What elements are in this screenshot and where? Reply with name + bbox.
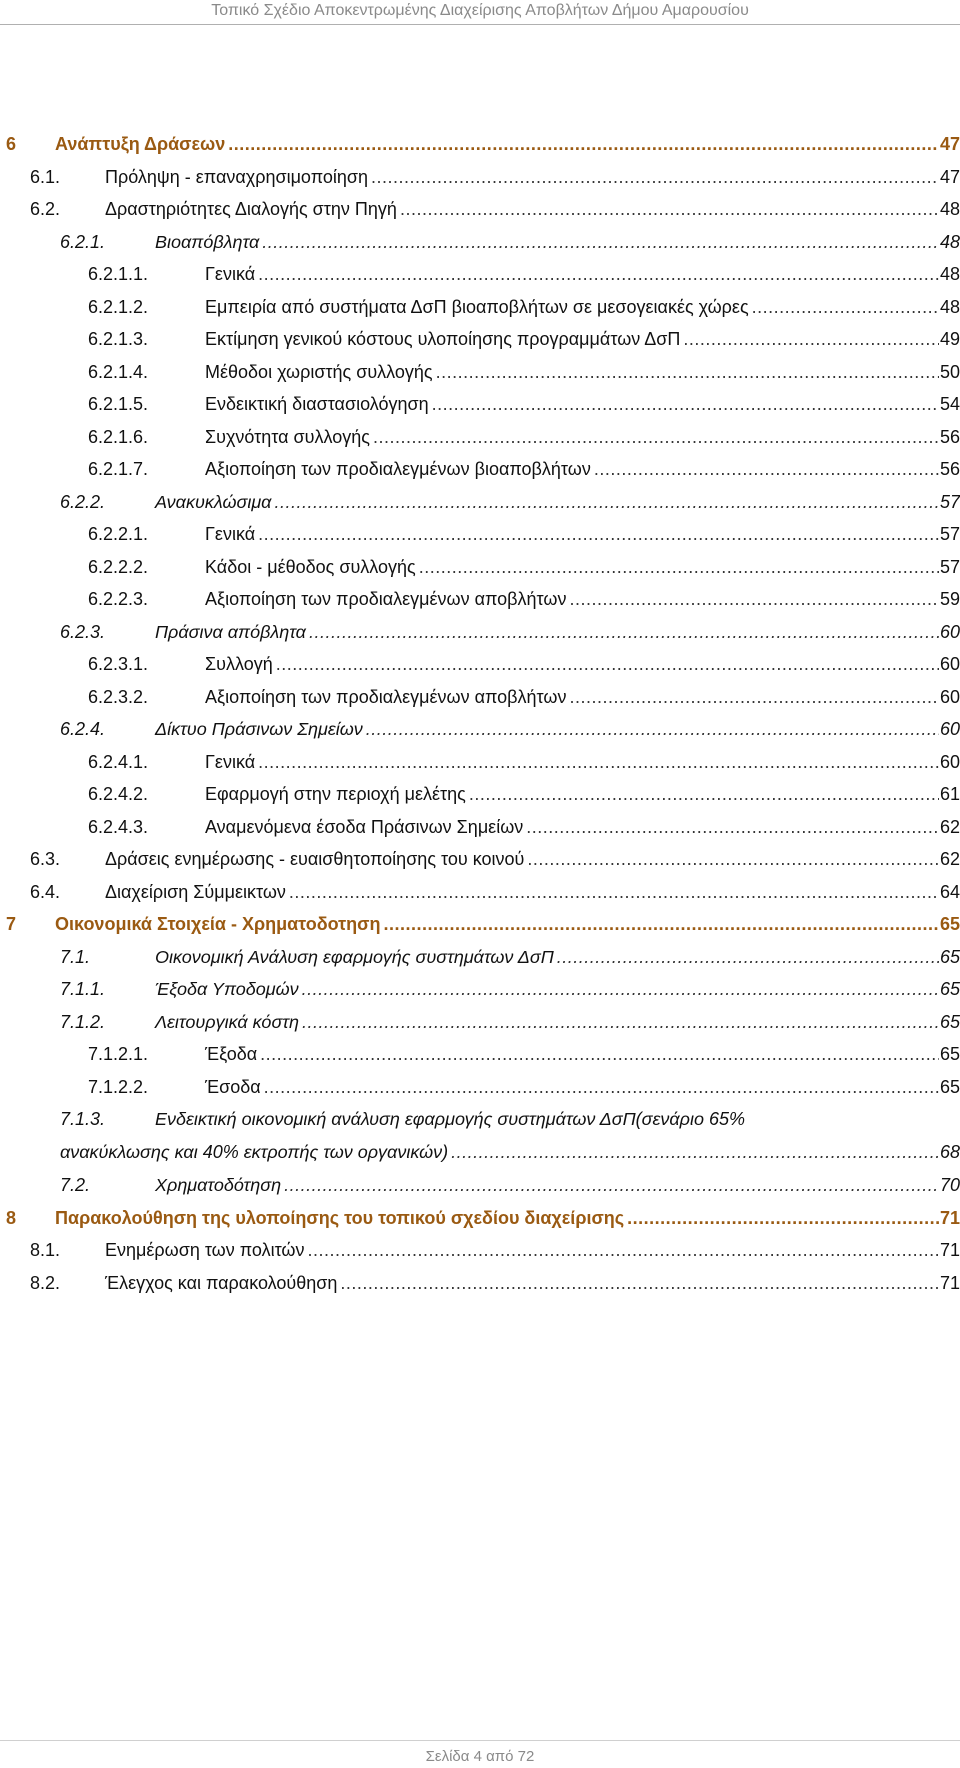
- toc-entry[interactable]: [0, 421, 960, 454]
- toc-entry[interactable]: [0, 583, 960, 616]
- toc-title: Ενημέρωση των πολιτών: [105, 1240, 305, 1260]
- toc-entry[interactable]: [0, 453, 960, 486]
- leader-dots: [337, 1267, 939, 1300]
- toc-title: Αξιοποίηση των προδιαλεγμένων αποβλήτων: [205, 686, 567, 707]
- toc-entry[interactable]: [0, 876, 960, 909]
- toc-number: 6.1.: [30, 166, 61, 187]
- toc-title: Έλεγχος και παρακολούθηση: [105, 1272, 338, 1293]
- toc-page: 65: [939, 914, 960, 934]
- toc-number: 8.1.: [30, 1240, 61, 1260]
- leader-dots: [466, 778, 939, 811]
- page-footer: Σελίδα 4 από 72: [425, 1748, 535, 1765]
- toc-entry[interactable]: [0, 226, 960, 259]
- toc-entry[interactable]: [0, 681, 960, 714]
- toc-number: 6.2.1.4.: [88, 361, 149, 382]
- table-of-contents: [0, 128, 960, 1299]
- toc-page: 60: [939, 621, 960, 642]
- leader-dots: [624, 1202, 939, 1235]
- toc-title: Βιοαπόβλητα: [155, 231, 260, 252]
- toc-page: 60: [939, 654, 960, 674]
- toc-title: Ανακυκλώσιμα: [155, 491, 272, 512]
- toc-page: 60: [939, 751, 960, 772]
- toc-number: 6.2.3.2.: [88, 686, 149, 707]
- toc-number: 6.2.1.3.: [88, 329, 149, 349]
- leader-dots: [380, 908, 939, 941]
- toc-title: Γενικά: [205, 264, 256, 284]
- toc-title: Γενικά: [205, 751, 256, 772]
- toc-page: 70: [939, 1175, 960, 1195]
- toc-number: 6.2.4.1.: [88, 751, 149, 772]
- toc-number: 8.2.: [30, 1272, 61, 1293]
- toc-title: Εμπειρία από συστήματα ΔσΠ βιοαποβλήτων σε μεσογειακές χώρες: [205, 296, 749, 317]
- toc-entry[interactable]: [0, 616, 960, 649]
- footer-rule: [0, 1740, 960, 1741]
- toc-page: 48: [939, 264, 960, 284]
- toc-entry[interactable]: [0, 258, 960, 291]
- toc-number: 6.2.: [30, 199, 61, 219]
- toc-entry[interactable]: [0, 908, 960, 941]
- toc-entry[interactable]: [0, 161, 960, 194]
- toc-number: 6: [6, 134, 17, 154]
- toc-number: 7.2.: [60, 1175, 91, 1195]
- leader-dots: [299, 973, 939, 1006]
- toc-page: 65: [939, 979, 960, 999]
- toc-title: Χρηματοδότηση: [155, 1175, 282, 1195]
- toc-page: 71: [939, 1272, 960, 1293]
- toc-number: 6.4.: [30, 881, 61, 902]
- toc-number: 7.1.: [60, 946, 91, 967]
- toc-number: 6.2.4.2.: [88, 784, 149, 804]
- toc-title: Ενδεικτική διαστασιολόγηση: [205, 394, 429, 414]
- toc-title: Δραστηριότητες Διαλογής στην Πηγή: [105, 199, 397, 219]
- leader-dots: [299, 1006, 939, 1039]
- toc-title: Κάδοι - μέθοδος συλλογής: [205, 556, 416, 577]
- leader-dots: [259, 226, 939, 259]
- toc-number: 6.2.1.5.: [88, 394, 149, 414]
- toc-number: 6.2.2.2.: [88, 556, 149, 577]
- toc-title-line1: Ενδεικτική οικονομική ανάλυση εφαρμογής συστημάτων ΔσΠ(σενάριο 65%: [155, 1109, 746, 1129]
- toc-page: 65: [939, 1044, 960, 1064]
- toc-title: Αξιοποίηση των προδιαλεγμένων βιοαποβλήτων: [205, 459, 591, 479]
- leader-dots: [306, 616, 939, 649]
- toc-page: 68: [939, 1142, 960, 1162]
- toc-entry[interactable]: [0, 1038, 960, 1071]
- toc-page: 60: [939, 719, 960, 739]
- toc-page: 50: [939, 361, 960, 382]
- toc-page: 59: [939, 589, 960, 609]
- leader-dots: [566, 583, 939, 616]
- toc-title: Οικονομική Ανάλυση εφαρμογής συστημάτων ΔσΠ: [155, 946, 554, 967]
- toc-page: 48: [939, 296, 960, 317]
- leader-dots: [749, 291, 939, 324]
- toc-entry[interactable]: [0, 778, 960, 811]
- toc-page: 65: [939, 946, 960, 967]
- leader-dots: [397, 193, 939, 226]
- toc-entry[interactable]: [0, 486, 960, 519]
- toc-number: 6.2.4.: [60, 719, 106, 739]
- leader-dots: [304, 1234, 938, 1267]
- leader-dots: [257, 1038, 939, 1071]
- toc-entry[interactable]: [0, 356, 960, 389]
- toc-title: Διαχείριση Σύμμεικτων: [105, 881, 286, 902]
- leader-dots: [286, 876, 939, 909]
- toc-number: 6.2.1.1.: [88, 264, 149, 284]
- toc-number: 7.1.2.1.: [88, 1044, 149, 1064]
- toc-number: 6.2.1.: [60, 231, 106, 252]
- toc-entry[interactable]: [0, 941, 960, 974]
- toc-title: Ανάπτυξη Δράσεων: [55, 134, 226, 154]
- toc-title: Γενικά: [205, 524, 256, 544]
- leader-dots: [591, 453, 939, 486]
- toc-title: Αναμενόμενα έσοδα Πράσινων Σημείων: [205, 816, 524, 837]
- toc-page: 60: [939, 686, 960, 707]
- toc-page: 71: [939, 1207, 960, 1228]
- leader-dots: [554, 941, 939, 974]
- leader-dots: [225, 128, 939, 161]
- toc-entry[interactable]: [0, 811, 960, 844]
- toc-entry[interactable]: [0, 1006, 960, 1039]
- toc-entry[interactable]: [0, 1234, 960, 1267]
- toc-page: 47: [939, 134, 960, 154]
- toc-title: Πράσινα απόβλητα: [155, 621, 306, 642]
- toc-title: Αξιοποίηση των προδιαλεγμένων αποβλήτων: [205, 589, 567, 609]
- toc-page: 57: [939, 524, 960, 544]
- toc-number: 6.2.2.3.: [88, 589, 149, 609]
- toc-entry[interactable]: [0, 128, 960, 161]
- toc-title: Δράσεις ενημέρωσης - ευαισθητοποίησης του κοινού: [105, 849, 525, 869]
- toc-number: 6.2.1.2.: [88, 296, 149, 317]
- leader-dots: [433, 356, 939, 389]
- toc-page: 61: [939, 784, 960, 804]
- leader-dots: [255, 746, 939, 779]
- toc-number: 7.1.2.2.: [88, 1076, 149, 1097]
- toc-page: 71: [939, 1240, 960, 1260]
- leader-dots: [566, 681, 939, 714]
- leader-dots: [523, 811, 939, 844]
- toc-entry[interactable]: [0, 648, 960, 681]
- toc-title: Έξοδα Υποδομών: [155, 979, 299, 999]
- toc-entry[interactable]: [0, 713, 960, 746]
- toc-page: 65: [939, 1011, 960, 1032]
- toc-title: Έξοδα: [205, 1044, 258, 1064]
- leader-dots: [255, 518, 939, 551]
- header-rule: [0, 24, 960, 25]
- toc-number: 6.2.1.7.: [88, 459, 149, 479]
- leader-dots: [448, 1136, 939, 1169]
- toc-entry[interactable]: [0, 843, 960, 876]
- toc-page: 48: [939, 231, 960, 252]
- toc-number: 6.2.3.: [60, 621, 106, 642]
- toc-number: 6.2.1.6.: [88, 426, 149, 447]
- leader-dots: [370, 421, 939, 454]
- toc-title: Πρόληψη - επαναχρησιμοποίηση: [105, 166, 368, 187]
- toc-page: 57: [939, 491, 960, 512]
- toc-entry[interactable]: [0, 746, 960, 779]
- toc-title: Δίκτυο Πράσινων Σημείων: [155, 719, 363, 739]
- toc-page: 48: [939, 199, 960, 219]
- toc-title: Οικονομικά Στοιχεία - Χρηματοδοτηση: [55, 914, 381, 934]
- toc-number: 7.1.3.: [60, 1109, 106, 1129]
- toc-number: 6.2.4.3.: [88, 816, 149, 837]
- toc-title: Συχνότητα συλλογής: [205, 426, 370, 447]
- leader-dots: [271, 486, 939, 519]
- toc-page: 62: [939, 816, 960, 837]
- toc-number: 7.1.2.: [60, 1011, 106, 1032]
- toc-title: Συλλογή: [205, 654, 273, 674]
- toc-title: Έσοδα: [205, 1076, 261, 1097]
- toc-page: 62: [939, 849, 960, 869]
- toc-number: 7.1.1.: [60, 979, 106, 999]
- toc-page: 65: [939, 1076, 960, 1097]
- toc-page: 57: [939, 556, 960, 577]
- toc-entry[interactable]: [0, 973, 960, 1006]
- leader-dots: [363, 713, 939, 746]
- toc-title: Εκτίμηση γενικού κόστους υλοποίησης προγραμμάτων ΔσΠ: [205, 329, 681, 349]
- leader-dots: [429, 388, 939, 421]
- toc-title: Μέθοδοι χωριστής συλλογής: [205, 361, 433, 382]
- toc-number: 8: [6, 1207, 17, 1228]
- toc-number: 6.2.3.1.: [88, 654, 149, 674]
- toc-title-line2: ανακύκλωσης και 40% εκτροπής των οργανικών): [60, 1142, 449, 1162]
- toc-entry[interactable]: [0, 193, 960, 226]
- toc-entry[interactable]: [0, 388, 960, 421]
- leader-dots: [416, 551, 939, 584]
- toc-entry[interactable]: [0, 518, 960, 551]
- toc-page: 64: [939, 881, 960, 902]
- toc-entry[interactable]: [0, 1169, 960, 1202]
- leader-dots: [261, 1071, 939, 1104]
- toc-title: Παρακολούθηση της υλοποίησης του τοπικού σχεδίου διαχείρισης: [55, 1207, 625, 1228]
- toc-number: 6.2.2.: [60, 491, 106, 512]
- toc-page: 49: [939, 329, 960, 349]
- toc-title: Λειτουργικά κόστη: [155, 1011, 300, 1032]
- toc-entry[interactable]: [0, 551, 960, 584]
- toc-title: Εφαρμογή στην περιοχή μελέτης: [205, 784, 466, 804]
- toc-number: 6.2.2.1.: [88, 524, 149, 544]
- leader-dots: [524, 843, 939, 876]
- page-header: Τοπικό Σχέδιο Αποκεντρωμένης Διαχείρισης Αποβλήτων Δήμου Αμαρουσίου: [211, 2, 749, 19]
- toc-number: 6.3.: [30, 849, 61, 869]
- toc-entry[interactable]: [0, 1202, 960, 1235]
- toc-entry[interactable]: [0, 323, 960, 356]
- leader-dots: [368, 161, 939, 194]
- toc-page: 56: [939, 459, 960, 479]
- toc-entry[interactable]: [0, 291, 960, 324]
- leader-dots: [255, 258, 939, 291]
- toc-page: 47: [939, 166, 960, 187]
- toc-page: 54: [939, 394, 960, 414]
- toc-entry[interactable]: [0, 1267, 960, 1300]
- toc-entry[interactable]: [0, 1071, 960, 1104]
- leader-dots: [680, 323, 939, 356]
- toc-page: 56: [939, 426, 960, 447]
- toc-entry[interactable]: [0, 1103, 960, 1169]
- leader-dots: [273, 648, 939, 681]
- leader-dots: [281, 1169, 939, 1202]
- toc-number: 7: [6, 914, 17, 934]
